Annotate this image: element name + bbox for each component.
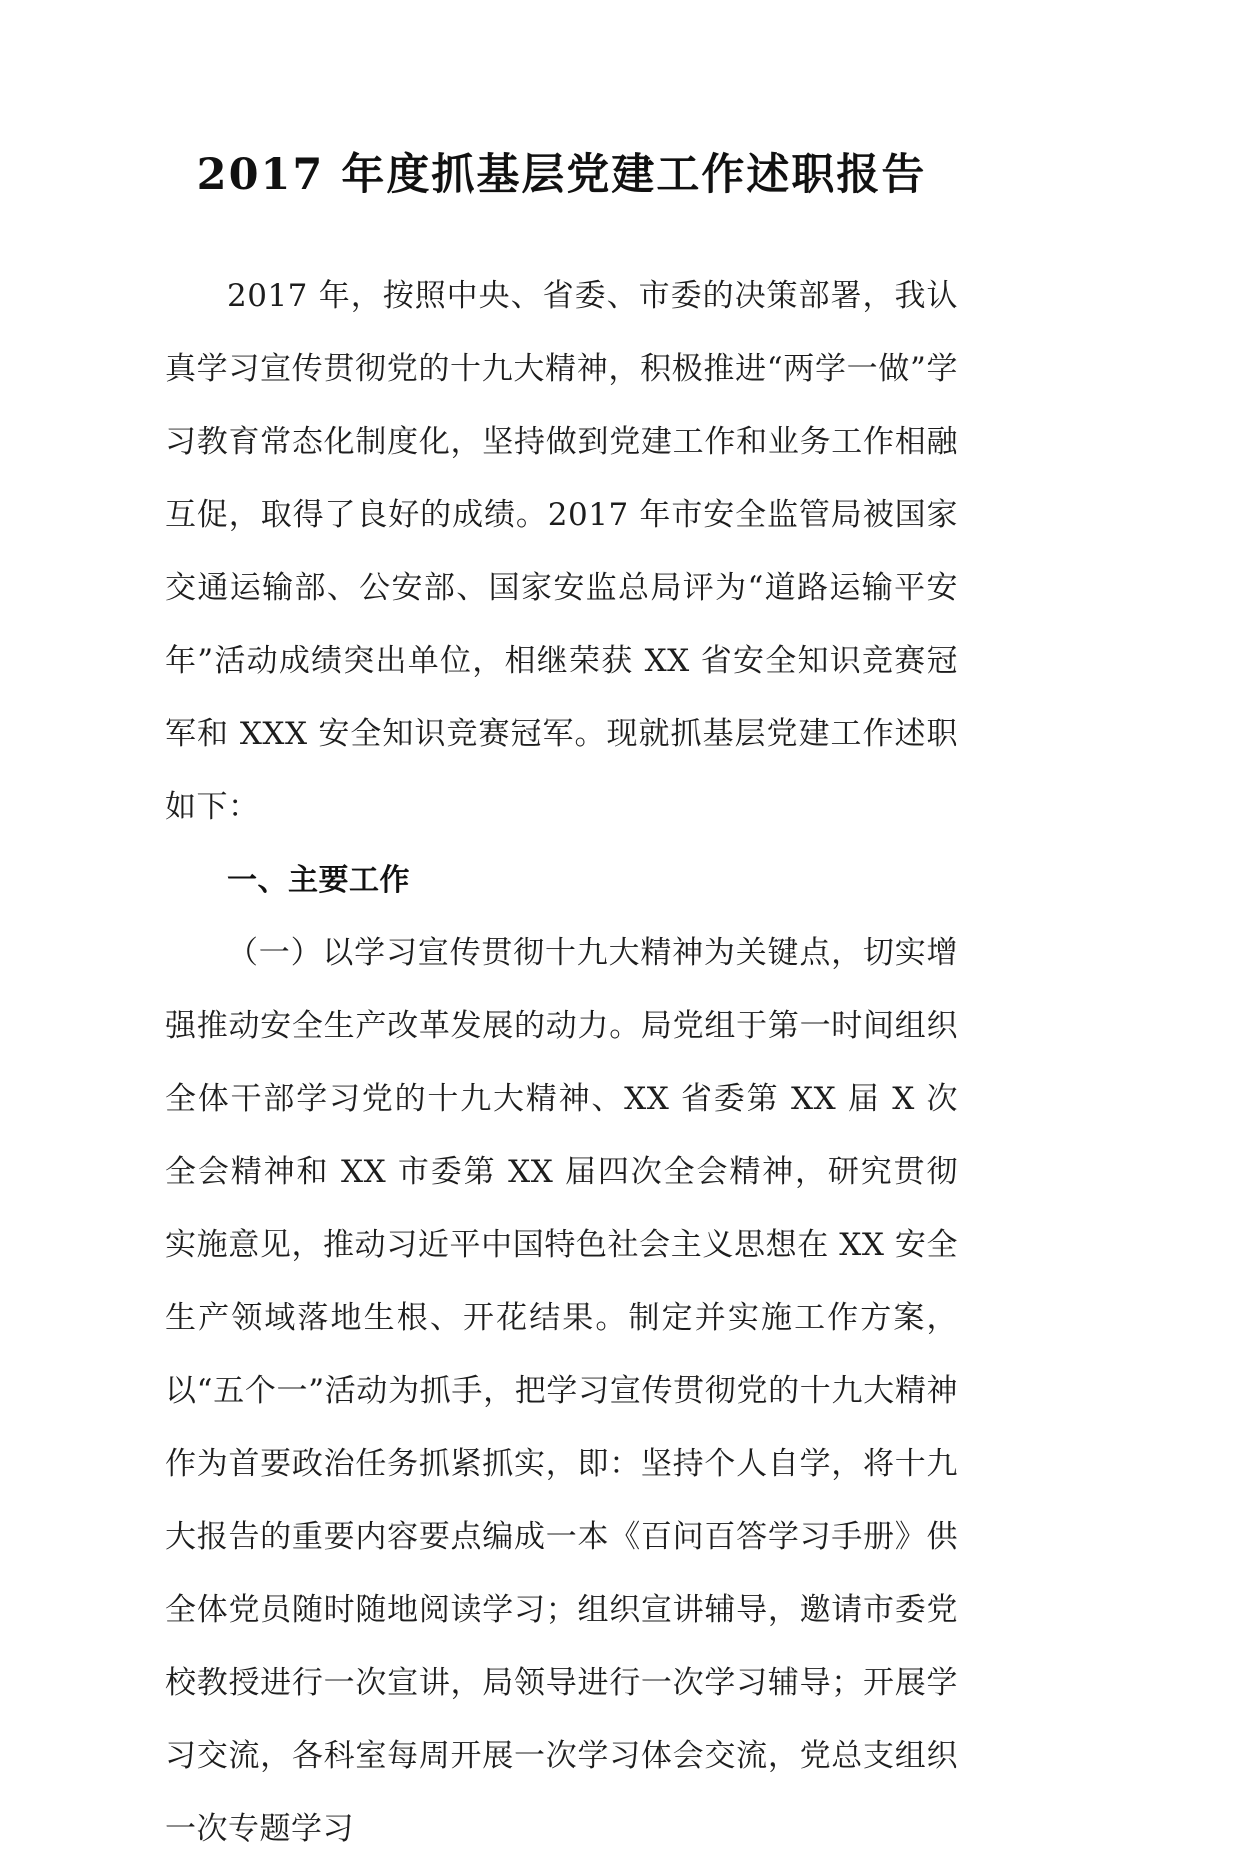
paragraph-intro: 2017 年，按照中央、省委、市委的决策部署，我认真学习宣传贯彻党的十九大精神，积极推进“两学一做”学习教育常态化制度化，坚持做到党建工作和业务工作相融互促，取得了良好的成绩。2017 年市安全监管局被国家交通运输部、公安部、国家安监总局评为“道路运输平安年”活动成绩突出单位，相继荣获 XX 省安全知识竞赛冠军和 XXX 安全知识竞赛冠军。现就抓基层党建工作述职如下： (165, 278, 958, 825)
section-heading-main-work: 一、主要工作 (227, 863, 410, 898)
document-title: 2017 年度抓基层党建工作述职报告 (196, 150, 927, 200)
paragraph-section-one: （一）以学习宣传贯彻十九大精神为关键点，切实增强推动安全生产改革发展的动力。局党组于第一时间组织全体干部学习党的十九大精神、XX 省委第 XX 届 X 次全会精神和 XX 市委第 XX 届四次全会精神，研究贯彻实施意见，推动习近平中国特色社会主义思想在 XX 安全生产领域落地生根、开花结果。制定并实施工作方案，以“五个一”活动为抓手，把学习宣传贯彻党的十九大精神作为首要政治任务抓紧抓实，即：坚持个人自学，将十九大报告的重要内容要点编成一本《百问百答学习手册》供全体党员随时随地阅读学习；组织宣讲辅导，邀请市委党校教授进行一次宣讲，局领导进行一次学习辅导；开展学习交流，各科室每周开展一次学习体会交流，党总支组织一次专题学习 (165, 935, 958, 1847)
